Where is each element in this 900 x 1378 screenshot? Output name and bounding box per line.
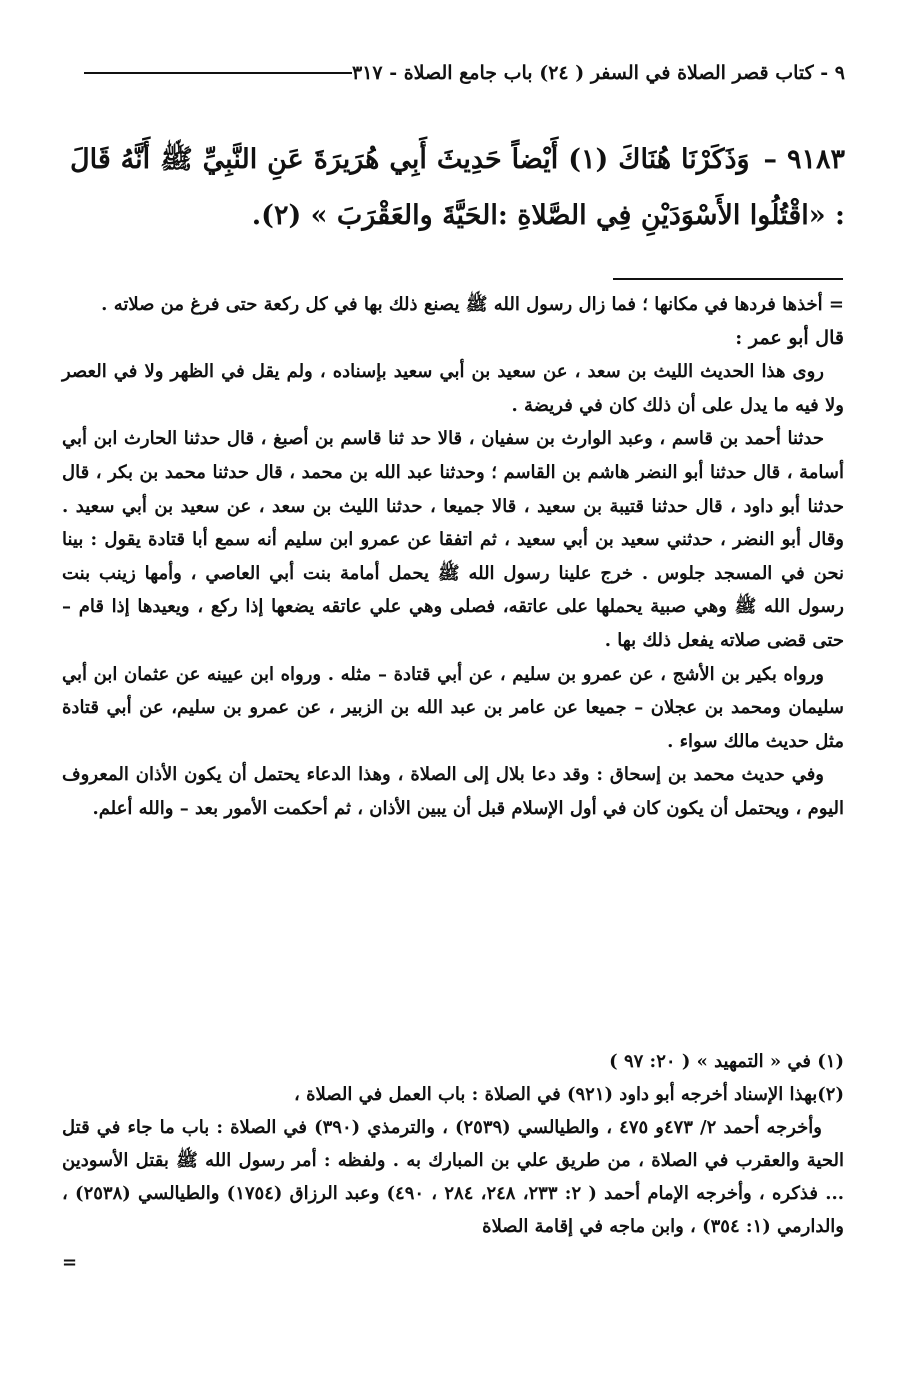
commentary-paragraph: ورواه بكير بن الأشج ، عن عمرو بن سليم ، عن أبي قتادة – مثله . ورواه ابن عيينه عن عثمان ابن أبي سليمان ومحمد بن عجلان – جميعا عن عامر بن عبد الله بن الزبير ، عن عمرو بن سليم، عن أبي قتادة مثل حديث مالك سواء . xyxy=(62,663,844,752)
running-title: ٩ - كتاب قصر الصلاة في السفر ( ٢٤) باب جامع الصلاة - ٣١٧ xyxy=(351,62,845,84)
commentary-paragraph: حدثنا أحمد بن قاسم ، وعبد الوارث بن سفيان ، قالا حد ثنا قاسم بن أصبغ ، قال حدثنا الحارث ابن أبي أسامة ، قال حدثنا أبو النضر هاشم بن القاسم ؛ وحدثنا عبد الله بن محمد ، قال حدثنا محمد بن بكر ، قال حدثنا أبو داود ، قال حدثنا قتيبة بن سعيد ، قالا جميعا ، حدثنا الليث بن سعد ، عن سعيد بن أبي سعيد . وقال أبو النضر ، حدثني سعيد بن أبي سعيد ، ثم اتفقا عن عمرو ابن سليم أنه سمع أبا قتادة يقول : بينا نحن في المسجد جلوس . خرج علينا رسول الله ﷺ يحمل أمامة بنت أبي العاصي ، وأمها زينب بنت رسول الله ﷺ وهي صبية يحملها على عاتقه، فصلى وهي علي عاتقه يضعها إذا ركع ، ويعيدها إذا قام – حتى قضى صلاته يفعل ذلك بها . xyxy=(62,428,844,651)
commentary-heading: قال أبو عمر : xyxy=(735,326,844,349)
commentary-paragraph: = أخذها فردها في مكانها ؛ فما زال رسول الله ﷺ يصنع ذلك بها في كل ركعة حتى فرغ من صلاته . xyxy=(101,294,844,315)
commentary-paragraph: وفي حديث محمد بن إسحاق : وقد دعا بلال إلى الصلاة ، وهذا الدعاء يحتمل أن يكون الأذان المعروف اليوم ، ويحتمل أن يكون كان في أول الإسلام قبل أن يبين الأذان ، ثم أحكمت الأمور بعد – والله أعلم. xyxy=(62,764,844,819)
commentary-block xyxy=(62,288,844,826)
hadith-text-block xyxy=(70,132,845,244)
footnote-separator xyxy=(613,278,843,280)
footnote-2: (٢)بهذا الإسناد أخرجه أبو داود (٩٢١) في الصلاة : باب العمل في الصلاة ، xyxy=(294,1084,844,1105)
footnote-2-continuation: وأخرجه أحمد ٢/ ٤٧٣و ٤٧٥ ، والطيالسي (٢٥٣٩) ، والترمذي (٣٩٠) في الصلاة : باب ما جاء في قتل الحية والعقرب في الصلاة ، من طريق علي بن المبارك به . ولفظه : أمر رسول الله ﷺ بقتل الأسودين ... فذكره ، وأخرجه الإمام أحمد ( ٢: ٢٣٣، ٢٤٨، ٢٨٤ ، ٤٩٠) وعبد الرزاق (١٧٥٤) والطيالسي (٢٥٣٨) ، والدارمي (١: ٣٥٤) ، وابن ماجه في إقامة الصلاة xyxy=(62,1117,845,1237)
page-header xyxy=(70,62,845,84)
hadith-number: ٩١٨٣ – xyxy=(763,144,845,175)
footnotes-block xyxy=(62,1045,844,1243)
header-rule xyxy=(84,72,352,74)
footnote-1: (١) في « التمهيد » ( ٢٠: ٩٧ ) xyxy=(609,1051,844,1072)
hadith-text: وَذَكَرْنَا هُنَاكَ (١) أَيْضاً حَدِيثَ أَبِي هُرَيرَةَ عَنِ النَّبِيِّ ﷺ أَنَّهُ قَالَ : «اقْتُلُوا الأَسْوَدَيْنِ فِي الصَّلاةِ :الحَيَّةَ والعَقْرَبَ » (٢). xyxy=(70,144,845,231)
continuation-mark: = xyxy=(62,1252,78,1273)
commentary-paragraph: روى هذا الحديث الليث بن سعد ، عن سعيد بن أبي سعيد بإسناده ، ولم يقل في الظهر ولا في العصر ولا فيه ما يدل على أن ذلك كان في فريضة . xyxy=(62,361,844,416)
